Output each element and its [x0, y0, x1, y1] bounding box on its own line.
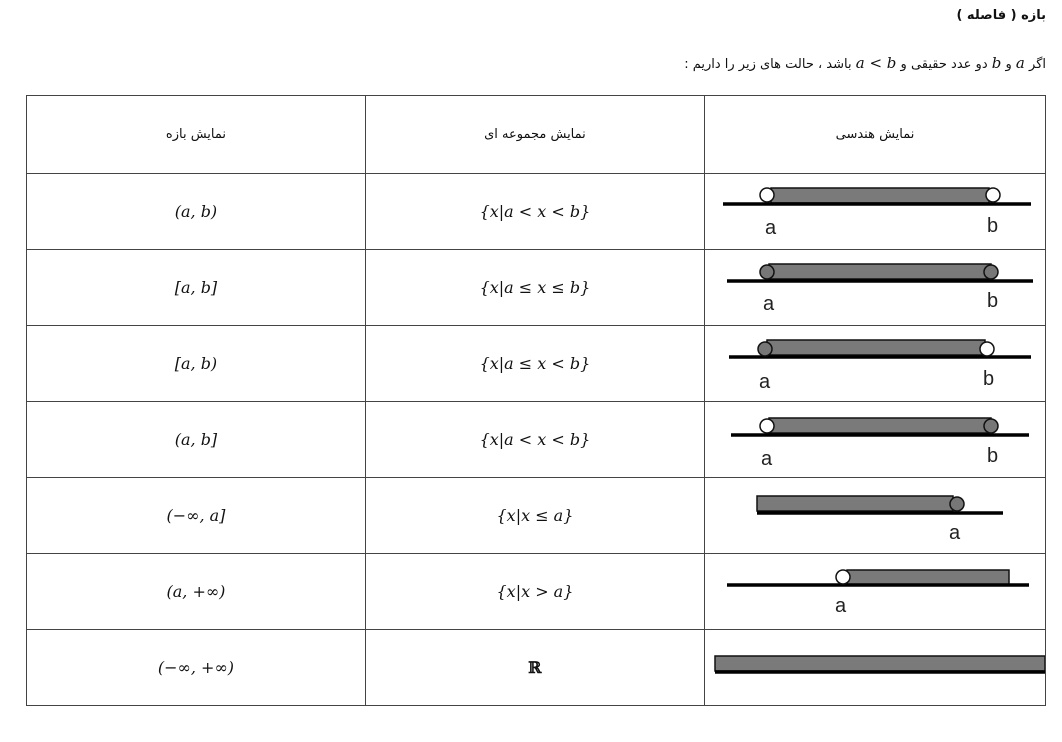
interval-notation: (a, b): [27, 174, 366, 250]
number-line-diagram: [705, 630, 1045, 705]
set-notation: {x|a < x < b}: [365, 174, 704, 250]
intro-between: و: [1005, 57, 1012, 72]
set-notation: {x|a ≤ x < b}: [365, 326, 704, 402]
geometric-representation: [704, 478, 1045, 554]
label-a: a: [760, 448, 773, 470]
number-line-diagram: [705, 554, 1045, 629]
interval-notation: (a, b]: [27, 402, 366, 478]
geometric-representation: [704, 326, 1045, 402]
number-line-diagram: [705, 478, 1045, 553]
interval-notation: (−∞, +∞): [27, 630, 366, 706]
intro-condition: a < b: [855, 54, 897, 72]
intro-b: b: [991, 54, 1002, 72]
label-a: a: [834, 595, 847, 617]
open-endpoint-a: [836, 570, 850, 584]
open-endpoint-b: [986, 188, 1000, 202]
number-line-diagram: [705, 402, 1045, 477]
interval-notation: [a, b]: [27, 250, 366, 326]
set-notation: {x|x ≤ a}: [365, 478, 704, 554]
geometric-representation: [704, 402, 1045, 478]
label-b: b: [986, 445, 999, 467]
table-row: [27, 174, 1046, 250]
intro-text: [684, 54, 1046, 72]
table-row: [27, 554, 1046, 630]
intro-a: a: [1015, 54, 1025, 72]
number-line-diagram: [705, 326, 1045, 401]
number-line-diagram: [705, 250, 1045, 325]
set-notation: {x|a < x < b}: [365, 402, 704, 478]
page-title: بازه ( فاصله ): [956, 8, 1046, 23]
interval-notation: (−∞, a]: [27, 478, 366, 554]
set-notation: {x|x > a}: [365, 554, 704, 630]
header-set: نمایش مجموعه ای: [365, 96, 704, 174]
intro-before-a: اگر: [1029, 57, 1046, 72]
table-row: [27, 630, 1046, 706]
closed-endpoint-b: [984, 419, 998, 433]
open-endpoint-a: [760, 188, 774, 202]
intervals-table: [26, 95, 1046, 706]
closed-endpoint-a: [950, 497, 964, 511]
set-notation: {x|a ≤ x ≤ b}: [365, 250, 704, 326]
table-row: [27, 402, 1046, 478]
closed-endpoint-a: [760, 265, 774, 279]
number-line-diagram: [705, 174, 1045, 249]
open-endpoint-b: [980, 342, 994, 356]
label-a: a: [948, 522, 961, 544]
label-b: b: [982, 368, 995, 390]
intro-after-b: دو عدد حقیقی و: [900, 57, 988, 72]
table-row: [27, 326, 1046, 402]
interval-notation: (a, +∞): [27, 554, 366, 630]
label-b: b: [986, 290, 999, 312]
open-endpoint-a: [760, 419, 774, 433]
label-a: a: [764, 217, 777, 239]
closed-endpoint-a: [758, 342, 772, 356]
geometric-representation: [704, 554, 1045, 630]
label-a: a: [758, 371, 771, 393]
set-notation: ℝ: [365, 630, 704, 706]
header-interval: نمایش بازه: [27, 96, 366, 174]
table-row: [27, 250, 1046, 326]
geometric-representation: [704, 630, 1045, 706]
interval-notation: [a, b): [27, 326, 366, 402]
label-a: a: [762, 293, 775, 315]
intro-tail: باشد ، حالت های زیر را داریم :: [684, 57, 852, 72]
closed-endpoint-b: [984, 265, 998, 279]
table-row: [27, 478, 1046, 554]
geometric-representation: [704, 174, 1045, 250]
table-header-row: [27, 96, 1046, 174]
label-b: b: [986, 215, 999, 237]
geometric-representation: [704, 250, 1045, 326]
header-geometric: نمایش هندسی: [704, 96, 1045, 174]
